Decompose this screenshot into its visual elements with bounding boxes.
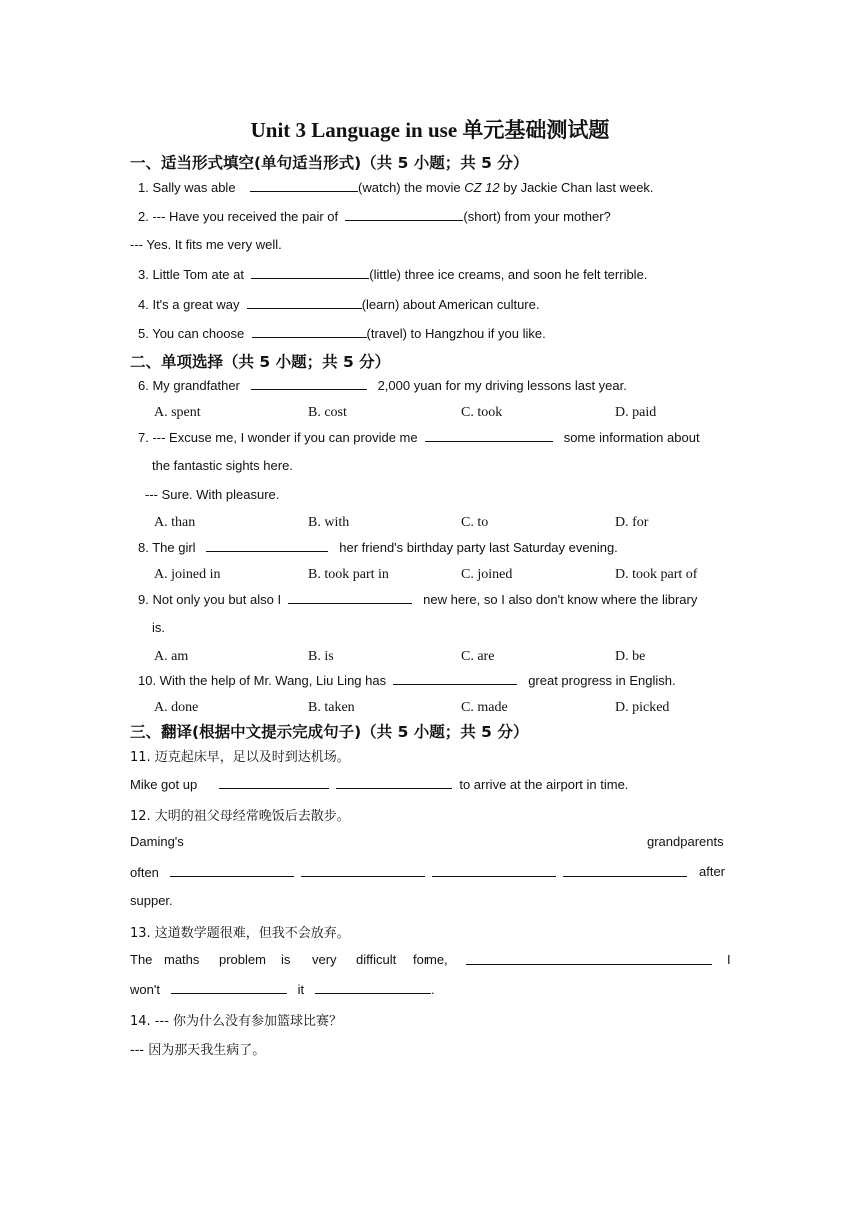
- option-c[interactable]: C. took: [461, 405, 503, 420]
- option-b[interactable]: B. cost: [308, 405, 347, 420]
- question-13-prompt: 13. 这道数学题很难，但我不会放弃。: [130, 926, 350, 941]
- answer-blank[interactable]: [393, 672, 517, 685]
- question-11-prompt: 11. 迈克起床早，足以及时到达机场。: [130, 750, 350, 765]
- answer-blank[interactable]: [206, 539, 328, 552]
- question-2-reply: --- Yes. It fits me very well.: [130, 237, 282, 252]
- question-12-prompt: 12. 大明的祖父母经常晚饭后去散步。: [130, 809, 350, 824]
- question-12-word: Daming's: [130, 834, 184, 849]
- page-title: Unit 3 Language in use 单元基础测试题: [250, 118, 610, 142]
- option-a[interactable]: A. joined in: [154, 567, 221, 582]
- question-12: often: [130, 864, 687, 880]
- answer-blank[interactable]: [251, 377, 367, 390]
- question-9-continued: is.: [152, 620, 165, 635]
- answer-blank[interactable]: [315, 981, 431, 994]
- question-13-word: for: [413, 952, 429, 967]
- question-7-reply: --- Sure. With pleasure.: [145, 487, 280, 502]
- answer-blank[interactable]: [252, 325, 367, 338]
- question-7: 7. --- Excuse me, I wonder if you can provide me some information about: [138, 430, 700, 445]
- answer-blank[interactable]: [432, 864, 556, 877]
- question-9: 9. Not only you but also I new here, so I also don't know where the library: [138, 592, 698, 607]
- option-d[interactable]: D. took part of: [615, 567, 698, 582]
- answer-blank[interactable]: [425, 429, 553, 442]
- section-2-heading: 二、单项选择（共 5 小题；共 5 分）: [130, 353, 391, 371]
- answer-blank[interactable]: [466, 952, 712, 970]
- question-13-word: is: [281, 952, 291, 967]
- answer-blank[interactable]: [219, 776, 329, 789]
- question-8: 8. The girl her friend's birthday party last Saturday evening.: [138, 540, 618, 555]
- option-d[interactable]: D. paid: [615, 405, 657, 420]
- option-c[interactable]: C. made: [461, 700, 508, 715]
- option-d[interactable]: D. for: [615, 515, 649, 530]
- question-13-word: me,: [426, 952, 448, 967]
- answer-blank[interactable]: [563, 864, 687, 877]
- option-c[interactable]: C. to: [461, 515, 489, 530]
- question-12-word: after: [699, 864, 726, 879]
- question-13-word: problem: [219, 952, 266, 967]
- section-1-heading: 一、适当形式填空(单句适当形式)（共 5 小题；共 5 分）: [130, 154, 529, 172]
- answer-blank[interactable]: [171, 981, 287, 994]
- section-3-heading: 三、翻译(根据中文提示完成句子)（共 5 小题；共 5 分）: [130, 723, 529, 741]
- answer-blank[interactable]: [288, 591, 412, 604]
- question-4: 4. It's a great way (learn) about American culture.: [138, 297, 540, 312]
- option-b[interactable]: B. took part in: [308, 567, 389, 582]
- option-a[interactable]: A. done: [154, 700, 199, 715]
- answer-blank[interactable]: [170, 864, 294, 877]
- question-1: 1. Sally was able (watch) the movie CZ 12 by Jackie Chan last week.: [138, 180, 654, 195]
- question-13-word: very: [312, 952, 337, 967]
- question-13-word: difficult: [356, 952, 397, 967]
- answer-blank[interactable]: [247, 296, 362, 309]
- option-b[interactable]: B. with: [308, 515, 350, 530]
- option-d[interactable]: D. picked: [615, 700, 670, 715]
- question-2: 2. --- Have you received the pair of (short) from your mother?: [138, 209, 611, 224]
- question-13: won't it .: [130, 982, 435, 997]
- question-6: 6. My grandfather 2,000 yuan for my driving lessons last year.: [138, 378, 627, 393]
- option-a[interactable]: A. spent: [154, 405, 201, 420]
- question-14-prompt: 14. --- 你为什么没有参加篮球比赛？: [130, 1014, 343, 1029]
- answer-blank[interactable]: [336, 776, 452, 789]
- question-13-word: The: [130, 952, 153, 967]
- question-11: Mike got up to arrive at the airport in time.: [130, 777, 629, 792]
- option-b[interactable]: B. is: [308, 649, 334, 664]
- answer-blank[interactable]: [345, 208, 463, 221]
- option-a[interactable]: A. than: [154, 515, 196, 530]
- question-10: 10. With the help of Mr. Wang, Liu Ling has great progress in English.: [138, 673, 676, 688]
- answer-blank[interactable]: [251, 266, 369, 279]
- question-13-word: I: [727, 952, 731, 967]
- option-c[interactable]: C. joined: [461, 567, 513, 582]
- answer-blank[interactable]: [301, 864, 425, 877]
- option-d[interactable]: D. be: [615, 649, 646, 664]
- answer-blank[interactable]: [250, 179, 358, 192]
- option-b[interactable]: B. taken: [308, 700, 355, 715]
- question-3: 3. Little Tom ate at (little) three ice creams, and soon he felt terrible.: [138, 267, 648, 282]
- option-a[interactable]: A. am: [154, 649, 189, 664]
- question-5: 5. You can choose (travel) to Hangzhou if you like.: [138, 326, 546, 341]
- question-12-word: supper.: [130, 893, 173, 908]
- option-c[interactable]: C. are: [461, 649, 495, 664]
- question-7-continued: the fantastic sights here.: [152, 458, 293, 473]
- question-13-word: maths: [164, 952, 200, 967]
- question-14-reply: --- 因为那天我生病了。: [130, 1043, 266, 1058]
- question-12-word: grandparents: [647, 834, 724, 849]
